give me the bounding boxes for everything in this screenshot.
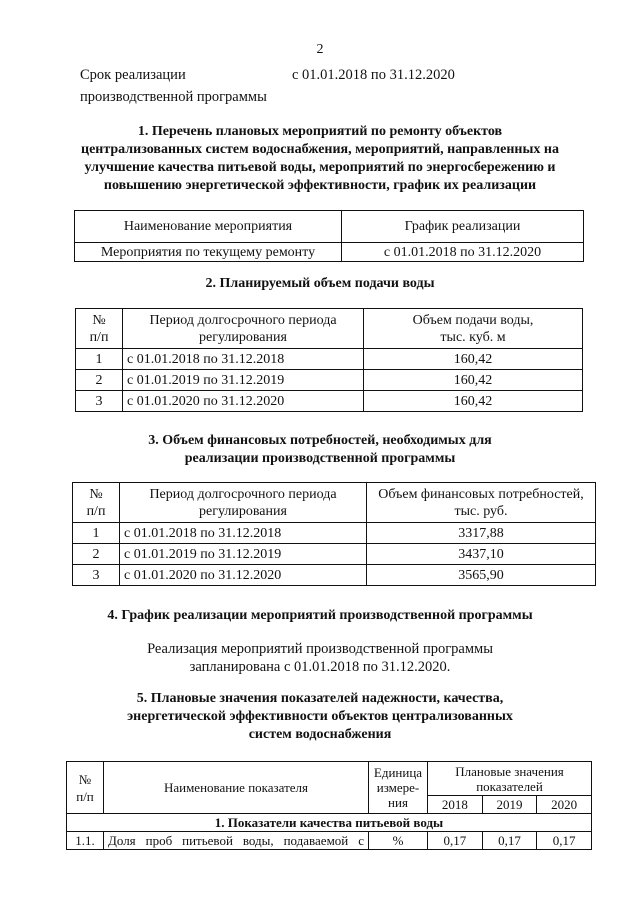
activity-schedule: с 01.01.2018 по 31.12.2020 (342, 243, 584, 262)
table-cell: 0,17 (537, 832, 592, 850)
table-cell: 3437,10 (367, 544, 596, 565)
indicators-table (66, 761, 592, 850)
year-2019-header: 2019 (482, 796, 537, 814)
table-cell: 1 (73, 523, 120, 544)
year-2020-header: 2020 (537, 796, 592, 814)
table-cell: 3317,88 (367, 523, 596, 544)
table-cell: 2 (73, 544, 120, 565)
table-cell: 1.1. (67, 832, 104, 850)
indicators-header-num: № п/п (67, 762, 104, 814)
table-cell: 2 (76, 370, 123, 391)
table-cell: 3 (73, 565, 120, 586)
section3-title: 3. Объем финансовых потребностей, необходимых для реализации производственной программы (148, 433, 492, 466)
term-label: Срок реализации (80, 67, 186, 83)
financial-needs-table (72, 482, 596, 586)
page-number: 2 (316, 42, 324, 57)
table-cell: с 01.01.2018 по 31.12.2018 (120, 523, 367, 544)
table-cell: 160,42 (364, 391, 583, 412)
group-row-water-quality: 1. Показатели качества питьевой воды (67, 814, 592, 832)
term-value: с 01.01.2018 по 31.12.2020 (292, 67, 455, 83)
table-cell: с 01.01.2018 по 31.12.2018 (123, 349, 364, 370)
table-cell: 0,17 (428, 832, 483, 850)
table-cell: 1 (76, 349, 123, 370)
indicators-header-unit: Единица измере- ния (369, 762, 428, 814)
activity-name: Мероприятия по текущему ремонту (75, 243, 342, 262)
section4-title: 4. График реализации мероприятий производственной программы (107, 608, 533, 623)
finance-header-amount: Объем финансовых потребностей, тыс. руб. (367, 483, 596, 523)
table-cell: 0,17 (482, 832, 537, 850)
table-cell: с 01.01.2019 по 31.12.2019 (123, 370, 364, 391)
table-cell: с 01.01.2019 по 31.12.2019 (120, 544, 367, 565)
table-cell: 3 (76, 391, 123, 412)
table-cell: с 01.01.2020 по 31.12.2020 (120, 565, 367, 586)
indicator-name: Доля проб питьевой воды, подаваемой с (104, 832, 369, 850)
table-cell: 160,42 (364, 349, 583, 370)
activities-header-name: Наименование мероприятия (75, 211, 342, 243)
table-cell: 160,42 (364, 370, 583, 391)
year-2018-header: 2018 (428, 796, 483, 814)
water-header-volume: Объем подачи воды, тыс. куб. м (364, 309, 583, 349)
water-header-num: № п/п (76, 309, 123, 349)
table-cell: 3565,90 (367, 565, 596, 586)
activities-table (74, 210, 584, 262)
table-cell: % (369, 832, 428, 850)
section1-title: 1. Перечень плановых мероприятий по ремонту объектов централизованных систем водоснабжения, мероприятий, направленных на улучшение качества питьевой воды, мероприятий по энергосбережению и повышению энергетической эффективности, график их реализации (81, 124, 559, 193)
term-label-continued: производственной программы (80, 89, 267, 105)
water-header-period: Период долгосрочного периода регулирования (123, 309, 364, 349)
section4-text: Реализация мероприятий производственной программы запланирована с 01.01.2018 по 31.12.2020. (147, 641, 493, 675)
activities-header-schedule: График реализации (342, 211, 584, 243)
section5-title: 5. Плановые значения показателей надежности, качества, энергетической эффективности объектов централизованных систем водоснабжения (127, 691, 513, 742)
indicators-header-name: Наименование показателя (104, 762, 369, 814)
indicators-header-planned: Плановые значения показателей (428, 762, 592, 796)
water-supply-table (75, 308, 583, 412)
section2-title: 2. Планируемый объем подачи воды (205, 276, 435, 291)
table-cell: с 01.01.2020 по 31.12.2020 (123, 391, 364, 412)
finance-header-num: № п/п (73, 483, 120, 523)
finance-header-period: Период долгосрочного периода регулирования (120, 483, 367, 523)
